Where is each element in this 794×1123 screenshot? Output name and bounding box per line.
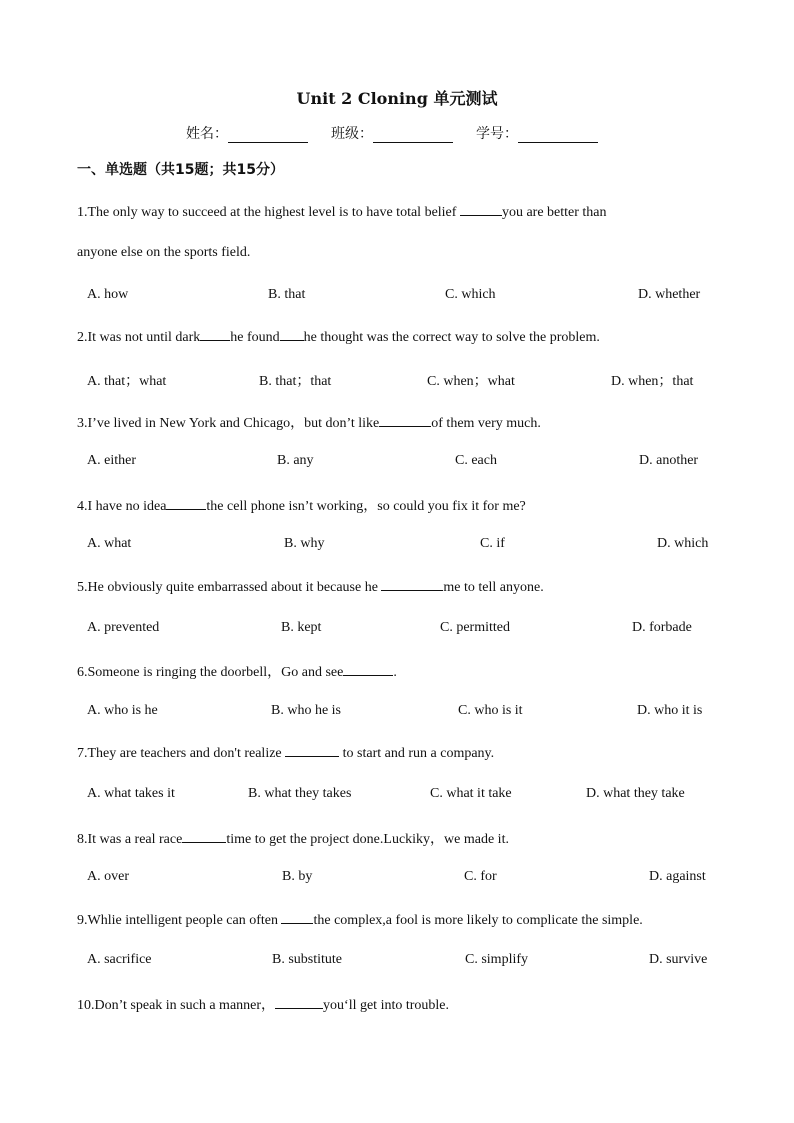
question-text: of them very much. xyxy=(431,416,541,431)
question-text: 10.Don’t speak in such a manner， xyxy=(77,998,276,1013)
question-6 xyxy=(77,661,397,681)
question-text: you are better than xyxy=(501,205,607,220)
question-text: the complex,a fool is more likely to complicate the simple. xyxy=(313,913,643,928)
option-a[interactable]: A. what takes it xyxy=(87,786,175,801)
question-text: 3.I’ve lived in New York and Chicago，but don’t like xyxy=(77,416,380,431)
question-4 xyxy=(77,495,526,515)
number-info xyxy=(476,123,598,143)
option-a[interactable]: A. either xyxy=(87,453,136,468)
option-c[interactable]: C. simplify xyxy=(465,952,529,967)
class-label: 班级： xyxy=(331,126,373,142)
option-c[interactable]: C. if xyxy=(480,536,505,551)
option-c[interactable]: C. what it take xyxy=(430,786,512,801)
option-a[interactable]: A. how xyxy=(87,287,129,302)
option-c[interactable]: C. which xyxy=(445,287,496,302)
class-info xyxy=(331,123,453,143)
option-b[interactable]: B. kept xyxy=(281,620,322,635)
question-text: 1.The only way to succeed at the highest level is to have total belief xyxy=(77,205,460,220)
option-b[interactable]: B. any xyxy=(277,453,314,468)
question-text: 7.They are teachers and don't realize xyxy=(77,746,286,761)
question-text: 6.Someone is ringing the doorbell，Go and see xyxy=(77,665,344,680)
option-a[interactable]: A. prevented xyxy=(87,620,160,635)
question-9 xyxy=(77,911,643,929)
question-text: 5.He obviously quite embarrassed about it because he xyxy=(77,580,382,595)
question-2 xyxy=(77,328,600,346)
option-d[interactable]: D. against xyxy=(649,869,706,884)
answer-blank[interactable] xyxy=(182,830,226,843)
option-a[interactable]: A. sacrifice xyxy=(87,952,152,967)
class-field[interactable] xyxy=(373,128,453,143)
option-d[interactable]: D. what they take xyxy=(586,786,685,801)
option-d[interactable]: D. when；that xyxy=(611,374,694,389)
question-text: the cell phone isn’t working，so could you fix it for me? xyxy=(206,499,526,514)
answer-blank[interactable] xyxy=(381,578,443,591)
option-b[interactable]: B. that xyxy=(268,287,306,302)
student-info xyxy=(186,123,308,143)
answer-blank[interactable] xyxy=(343,663,393,676)
question-5 xyxy=(77,578,544,596)
question-1-continuation: anyone else on the sports field. xyxy=(77,245,251,260)
option-d[interactable]: D. who it is xyxy=(637,703,703,718)
option-a[interactable]: A. who is he xyxy=(87,703,158,718)
answer-blank[interactable] xyxy=(200,328,230,341)
number-label: 学号： xyxy=(476,126,518,142)
option-d[interactable]: D. whether xyxy=(638,287,701,302)
answer-blank[interactable] xyxy=(281,911,313,924)
option-a[interactable]: A. what xyxy=(87,536,132,551)
section-title: 一、单选题（共15题；共15分） xyxy=(77,162,284,178)
option-d[interactable]: D. which xyxy=(657,536,709,551)
answer-blank[interactable] xyxy=(166,497,206,510)
question-7 xyxy=(77,744,494,762)
answer-blank[interactable] xyxy=(460,203,502,216)
option-c[interactable]: C. for xyxy=(464,869,497,884)
option-b[interactable]: B. who he is xyxy=(271,703,341,718)
question-text: 2.It was not until dark xyxy=(77,330,201,345)
option-a[interactable]: A. that；what xyxy=(87,374,167,389)
option-b[interactable]: B. by xyxy=(282,869,313,884)
option-c[interactable]: C. permitted xyxy=(440,620,510,635)
question-text: . xyxy=(393,665,397,680)
question-text: 4.I have no idea xyxy=(77,499,167,514)
question-10 xyxy=(77,994,449,1014)
question-text: 9.Whlie intelligent people can often xyxy=(77,913,282,928)
option-b[interactable]: B. that；that xyxy=(259,374,332,389)
question-text: time to get the project done.Luckiky，we made it. xyxy=(226,832,509,847)
answer-blank[interactable] xyxy=(275,996,323,1009)
question-text: 8.It was a real race xyxy=(77,832,183,847)
page-title: Unit 2 Cloning 单元测试 xyxy=(296,89,498,108)
question-text: to start and run a company. xyxy=(339,746,495,761)
option-a[interactable]: A. over xyxy=(87,869,129,884)
option-d[interactable]: D. forbade xyxy=(632,620,692,635)
option-c[interactable]: C. who is it xyxy=(458,703,523,718)
question-text: he found xyxy=(230,330,280,345)
answer-blank[interactable] xyxy=(379,414,431,427)
question-1 xyxy=(77,203,607,221)
name-label: 姓名： xyxy=(186,126,228,142)
option-c[interactable]: C. when；what xyxy=(427,374,515,389)
option-d[interactable]: D. survive xyxy=(649,952,708,967)
question-text: you‘ll get into trouble. xyxy=(323,998,450,1013)
question-8 xyxy=(77,828,509,848)
name-field[interactable] xyxy=(228,128,308,143)
answer-blank[interactable] xyxy=(285,744,339,757)
option-c[interactable]: C. each xyxy=(455,453,497,468)
answer-blank[interactable] xyxy=(280,328,304,341)
option-b[interactable]: B. what they takes xyxy=(248,786,352,801)
option-d[interactable]: D. another xyxy=(639,453,699,468)
number-field[interactable] xyxy=(518,128,598,143)
option-b[interactable]: B. why xyxy=(284,536,325,551)
option-b[interactable]: B. substitute xyxy=(272,952,343,967)
question-3 xyxy=(77,412,541,432)
question-text: he thought was the correct way to solve the problem. xyxy=(303,330,600,345)
question-text: me to tell anyone. xyxy=(443,580,544,595)
